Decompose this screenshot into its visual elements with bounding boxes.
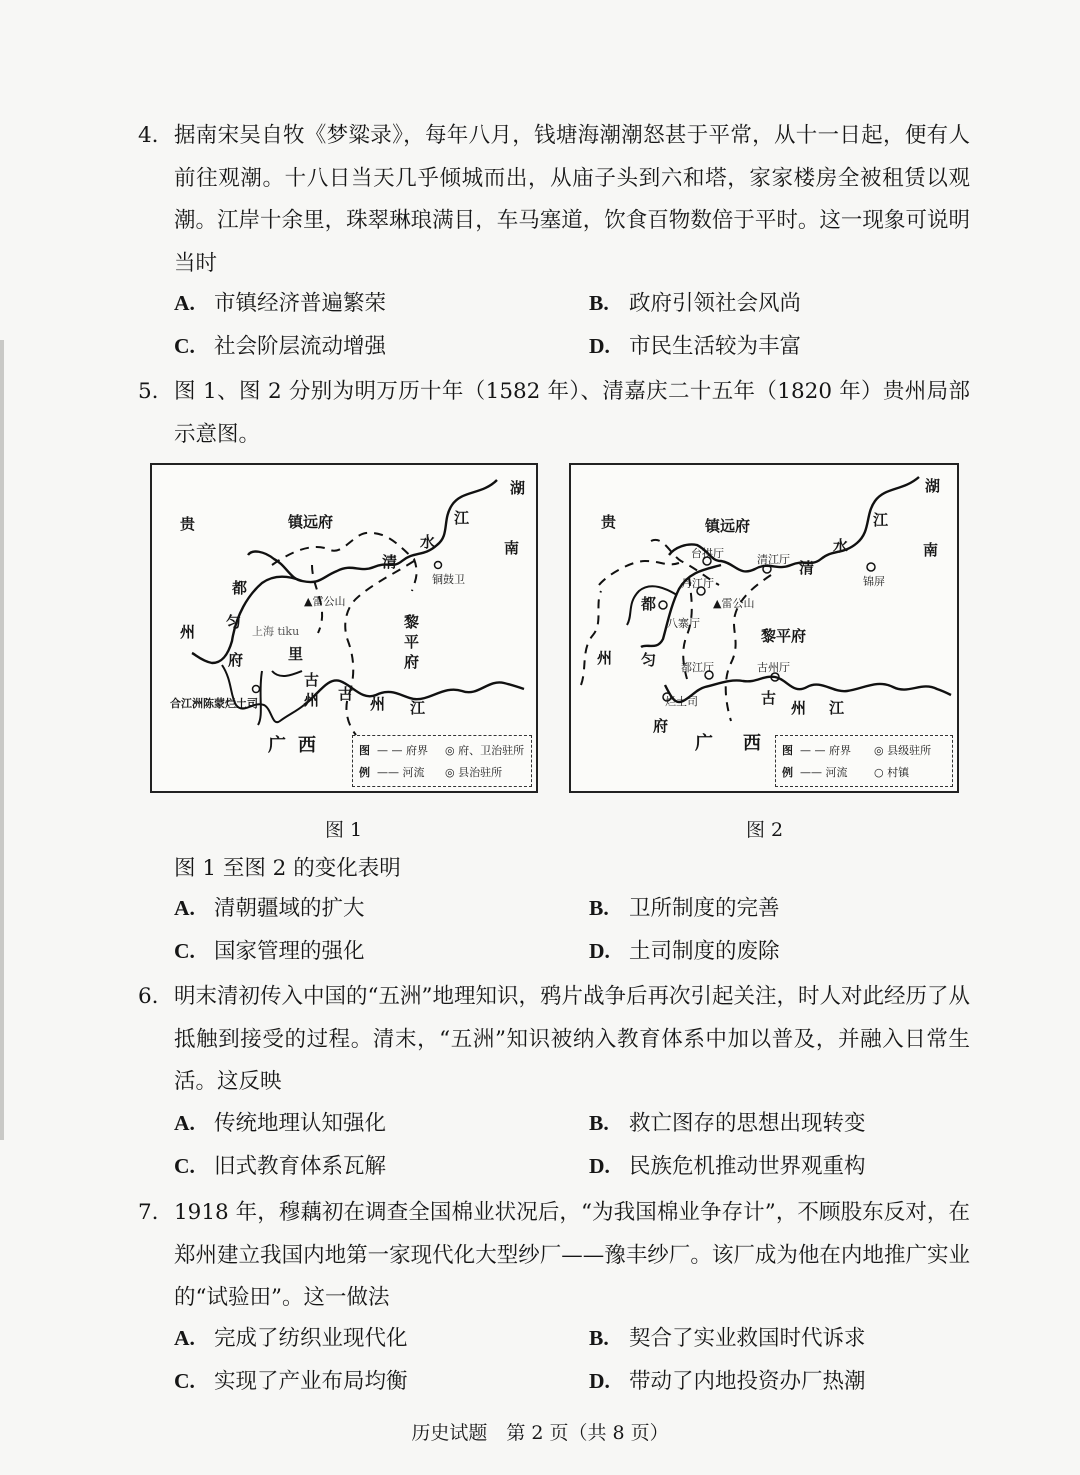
- question-7: [138, 1192, 970, 1320]
- option-letter: D.: [589, 1154, 610, 1178]
- option-text: 救亡图存的思想出现转变: [629, 1111, 866, 1136]
- label-tongguwei: 铜鼓卫: [432, 573, 465, 586]
- question-text: 图 1、图 2 分别为明万历十年（1582 年）、清嘉庆二十五年（1820 年）贵州局部示意图。: [174, 379, 970, 447]
- legend-seat1: ◎ 县级驻所: [874, 744, 932, 757]
- label-zhenyuanfu: 镇远府: [288, 513, 334, 531]
- legend-li: 例: [782, 766, 793, 779]
- label-xi: 西: [298, 735, 316, 756]
- option-c[interactable]: [174, 329, 386, 360]
- option-letter: C.: [174, 1154, 195, 1178]
- option-text: 卫所制度的完善: [629, 896, 780, 921]
- label-nan: 南: [504, 539, 520, 557]
- option-text: 契合了实业救国时代诉求: [629, 1326, 866, 1351]
- option-a[interactable]: [174, 891, 365, 922]
- question-number: 4.: [138, 123, 159, 148]
- question-6: [138, 976, 970, 1104]
- figure-1-legend: [352, 735, 532, 787]
- label-li2: 里: [288, 645, 304, 663]
- label-qingjiangting: 清江厅: [757, 553, 790, 566]
- option-a[interactable]: [174, 1106, 386, 1137]
- question-text: 明末清初传入中国的“五洲”地理知识，鸦片战争后再次引起关注，时人对此经历了从抵触到接受的过程。清末，“五洲”知识被纳入教育体系中加以普及，并融入日常生活。这反映: [174, 984, 970, 1094]
- label-du: 都: [232, 579, 248, 597]
- label-zhou3: 州: [370, 695, 386, 713]
- label-guzhouting: 古州厅: [757, 661, 790, 674]
- option-letter: D.: [589, 1369, 610, 1393]
- option-d[interactable]: [589, 1364, 866, 1395]
- option-letter: B.: [589, 1326, 609, 1350]
- label-guang: 广: [695, 733, 713, 754]
- label-xi: 西: [743, 733, 761, 754]
- label-taigongting: 台拱厅: [691, 547, 724, 560]
- label-shui: 水: [420, 533, 436, 551]
- option-text: 完成了纺织业现代化: [214, 1326, 408, 1351]
- label-jiang: 江: [454, 509, 470, 527]
- option-text: 带动了内地投资办厂热潮: [629, 1369, 866, 1394]
- label-qing: 清: [799, 559, 815, 577]
- legend-seat2: ○ 村镇: [874, 766, 910, 779]
- option-letter: B.: [589, 1111, 609, 1135]
- label-li: 黎: [404, 613, 420, 631]
- option-text: 民族危机推动世界观重构: [629, 1154, 866, 1179]
- legend-tu: 图: [782, 744, 793, 757]
- label-fu-left: 府: [228, 651, 244, 669]
- option-b[interactable]: [589, 1106, 866, 1137]
- label-jinping: 锦屏: [863, 575, 885, 588]
- option-letter: D.: [589, 939, 610, 963]
- label-leigongshan: ▲雷公山: [304, 595, 346, 608]
- option-c[interactable]: [174, 934, 365, 965]
- label-jiang: 江: [873, 511, 889, 529]
- legend-river: —— 河流: [800, 766, 848, 779]
- label-watermark: 上海 tiku: [252, 625, 300, 638]
- option-text: 清朝疆域的扩大: [214, 896, 365, 921]
- option-b[interactable]: [589, 891, 780, 922]
- option-b[interactable]: [589, 1321, 866, 1352]
- label-zhou2: 州: [304, 691, 320, 709]
- option-text: 旧式教育体系瓦解: [214, 1154, 387, 1179]
- label-hejiang: 合江洲陈蒙烂土司: [170, 697, 258, 710]
- figure-2-caption: 图 2: [746, 819, 784, 841]
- option-text: 政府引领社会风尚: [629, 291, 802, 316]
- option-text: 市民生活较为丰富: [629, 334, 802, 359]
- label-hu: 湖: [925, 477, 941, 495]
- label-zhou: 州: [180, 623, 196, 641]
- label-jiang2: 江: [829, 699, 845, 717]
- option-letter: A.: [174, 896, 195, 920]
- legend-seat2: ◎ 县治驻所: [445, 766, 503, 779]
- question-number: 6.: [138, 984, 159, 1009]
- label-qing: 清: [382, 553, 398, 571]
- label-yun: 匀: [226, 613, 242, 631]
- label-lantusi: 烂土司: [665, 695, 698, 708]
- label-fu-right: 府: [404, 653, 420, 671]
- label-gu: 古: [304, 671, 320, 689]
- option-b[interactable]: [589, 286, 801, 317]
- figure-2-map: [569, 463, 959, 793]
- label-gui: 贵: [180, 515, 196, 533]
- option-text: 土司制度的废除: [629, 939, 780, 964]
- question-text: 据南宋吴自牧《梦粱录》，每年八月，钱塘海潮潮怒甚于平常，从十一日起，便有人前往观潮。十八日当天几乎倾城而出，从庙子头到六和塔，家家楼房全被租赁以观潮。江岸十余里，珠翠琳琅满目，车马塞道，饮食百物数倍于平时。这一现象可说明当时: [174, 123, 970, 276]
- option-c[interactable]: [174, 1364, 408, 1395]
- label-danjiangting: 丹江厅: [681, 577, 714, 590]
- option-d[interactable]: [589, 934, 780, 965]
- legend-seat1: ◎ 府、卫治驻所: [445, 744, 525, 757]
- label-leigongshan: ▲雷公山: [713, 597, 755, 610]
- legend-river: —— 河流: [377, 766, 425, 779]
- option-letter: C.: [174, 334, 195, 358]
- legend-boundary: — — 府界: [800, 744, 851, 757]
- option-c[interactable]: [174, 1149, 386, 1180]
- option-a[interactable]: [174, 1321, 408, 1352]
- label-du: 都: [641, 595, 657, 613]
- label-jiang2: 江: [410, 699, 426, 717]
- legend-boundary: — — 府界: [377, 744, 428, 757]
- label-gui: 贵: [601, 513, 617, 531]
- label-fu-left: 府: [653, 717, 669, 735]
- label-lipingfu: 黎平府: [761, 627, 807, 645]
- legend-tu: 图: [359, 744, 370, 757]
- label-gu2: 古: [338, 685, 354, 703]
- scan-edge-shadow: [0, 340, 4, 1140]
- option-letter: C.: [174, 939, 195, 963]
- question-5: [138, 371, 970, 456]
- option-letter: A.: [174, 1111, 195, 1135]
- label-zhou: 州: [597, 649, 613, 667]
- label-nan: 南: [923, 541, 939, 559]
- figure-2-legend: [775, 735, 953, 787]
- label-guang: 广: [268, 735, 286, 756]
- option-letter: D.: [589, 334, 610, 358]
- option-letter: C.: [174, 1369, 195, 1393]
- option-letter: A.: [174, 291, 195, 315]
- option-letter: A.: [174, 1326, 195, 1350]
- label-bazhaiting: 八寨厅: [667, 617, 700, 630]
- option-letter: B.: [589, 896, 609, 920]
- label-shui: 水: [833, 537, 849, 555]
- question-number: 7.: [138, 1200, 159, 1225]
- question-text: 1918 年，穆藕初在调查全国棉业状况后，“为我国棉业争存计”，不顾股东反对，在郑州建立我国内地第一家现代化大型纱厂——豫丰纱厂。该厂成为他在内地推广实业的“试验田”。这一做法: [174, 1200, 970, 1310]
- option-text: 社会阶层流动增强: [214, 334, 387, 359]
- option-text: 市镇经济普遍繁荣: [214, 291, 387, 316]
- option-d[interactable]: [589, 329, 801, 360]
- label-yun: 匀: [641, 651, 657, 669]
- question-5-stem: [174, 848, 964, 891]
- question-number: 5.: [138, 379, 159, 404]
- option-a[interactable]: [174, 286, 386, 317]
- label-zhou2: 州: [791, 699, 807, 717]
- label-gu: 古: [761, 689, 777, 707]
- question-4: [138, 115, 970, 285]
- figure-1-caption: 图 1: [325, 819, 363, 841]
- label-zhenyuanfu: 镇远府: [705, 517, 751, 535]
- option-text: 国家管理的强化: [214, 939, 365, 964]
- option-text: 实现了产业布局均衡: [214, 1369, 408, 1394]
- option-d[interactable]: [589, 1149, 866, 1180]
- label-duojiangting: 都江厅: [681, 661, 714, 674]
- page-footer: 历史试题 第 2 页（共 8 页）: [411, 1422, 669, 1444]
- question-stem-text: 图 1 至图 2 的变化表明: [174, 856, 401, 881]
- legend-li: 例: [359, 766, 370, 779]
- option-text: 传统地理认知强化: [214, 1111, 387, 1136]
- label-ping: 平: [404, 633, 420, 651]
- option-letter: B.: [589, 291, 609, 315]
- figure-1-map: [150, 463, 538, 793]
- label-hu: 湖: [510, 479, 526, 497]
